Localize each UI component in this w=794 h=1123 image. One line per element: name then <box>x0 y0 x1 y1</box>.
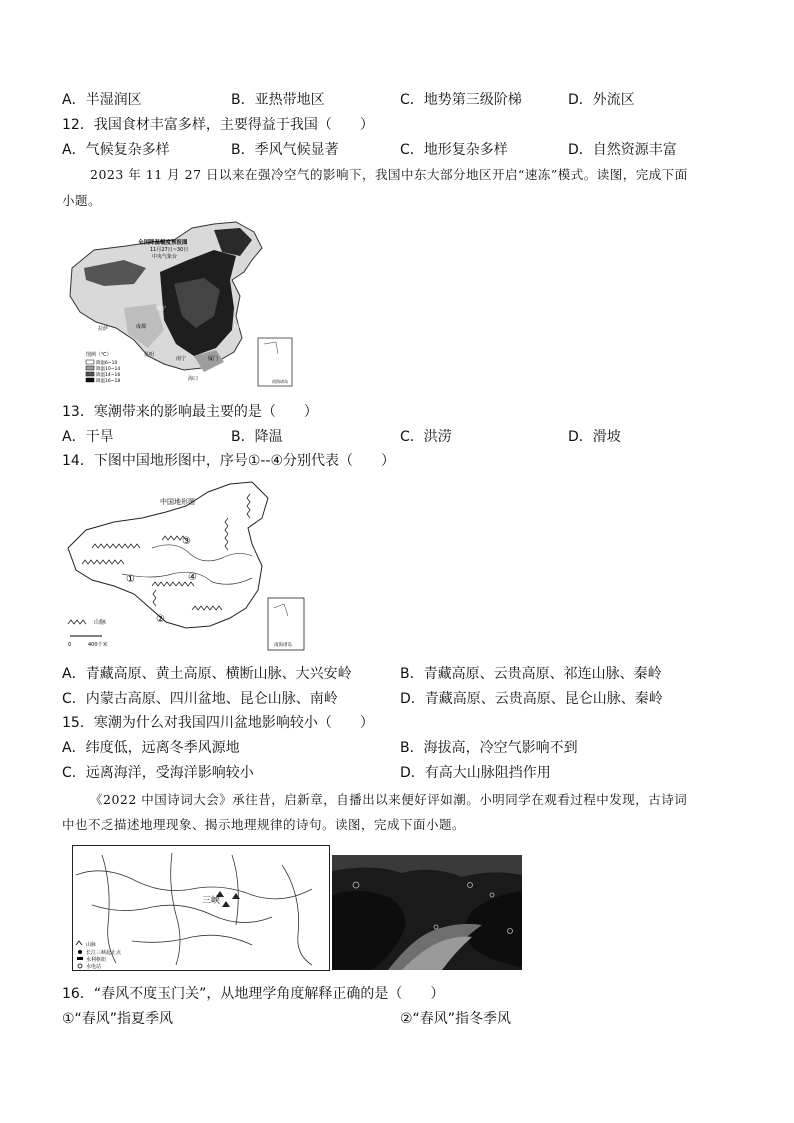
q11-option-a: A．半湿润区 <box>62 92 142 108</box>
q14-option-b: B．青藏高原、云贵高原、祁连山脉、秦岭 <box>400 666 662 682</box>
q13-option-d: D．滑坡 <box>568 429 621 445</box>
map2-legend-mountain: 山脉 <box>94 619 107 626</box>
q11-option-b: B．亚热带地区 <box>231 92 325 108</box>
map1-legend-item: 降温6~10 <box>96 361 118 366</box>
city-shanghai-label: 上海 <box>232 324 243 330</box>
marker-2: ② <box>156 614 165 625</box>
q14-option-d: D．青藏高原、云贵高原、昆仑山脉、秦岭 <box>400 691 663 707</box>
map1-legend-item: 降温14~16 <box>96 373 121 378</box>
q12-option-b: B．季风气候显著 <box>231 142 339 158</box>
q15-option-a: A．纬度低，远离冬季风源地 <box>62 740 240 756</box>
map2-title: 中国地形图 <box>160 498 195 506</box>
q16-statement-2: ②“春风”指冬季风 <box>400 1011 512 1027</box>
intro-paragraph-poetry <box>62 787 738 813</box>
map2-inset-label: 南海诸岛 <box>274 643 292 648</box>
cooling-forecast-map <box>64 220 298 392</box>
marker-3: ③ <box>182 536 191 547</box>
q16-stem: 16．“春风不度玉门关”，从地理学角度解释正确的是（ ） <box>62 986 445 1002</box>
q13-option-a: A．干旱 <box>62 429 114 445</box>
q13-stem: 13．寒潮带来的影响最主要的是（ ） <box>62 404 318 420</box>
map1-south-sea-inset <box>258 338 292 386</box>
map1-date: 11月27日~30日 <box>150 247 189 253</box>
city-xiamen-label: 厦门 <box>208 356 219 362</box>
q12-option-a: A．气候复杂多样 <box>62 142 170 158</box>
map1-inset-label: 南海诸岛 <box>272 379 288 384</box>
q15-option-c: C．远离海洋，受海洋影响较小 <box>62 765 254 781</box>
q15-option-b: B．海拔高，冷空气影响不到 <box>400 740 578 756</box>
map2-scale-zero: 0 <box>68 642 72 648</box>
q11-option-d: D．外流区 <box>568 92 635 108</box>
intro1-line2: 小题。 <box>62 193 102 208</box>
q15-option-d: D．有高大山脉阻挡作用 <box>400 765 551 781</box>
q15-stem: 15．寒潮为什么对我国四川盆地影响较小（ ） <box>62 715 374 731</box>
q14-option-c: C．内蒙古高原、四川盆地、昆仑山脉、南岭 <box>62 691 338 707</box>
map1-source: 中央气象台 <box>152 254 178 260</box>
map1-legend-item: 降温10~14 <box>96 367 121 372</box>
intro2-line2: 中也不乏描述地理现象、揭示地理规律的诗句。读图，完成下面小题。 <box>62 817 466 832</box>
city-chengdu-label: 成都 <box>136 324 147 330</box>
map1-legend-title: 图例（℃） <box>86 352 112 358</box>
city-lhasa-label: 拉萨 <box>98 326 109 332</box>
map2-scale-label: 400千米 <box>88 642 108 648</box>
q14-option-a: A．青藏高原、黄土高原、横断山脉、大兴安岭 <box>62 666 352 682</box>
q12-option-c: C．地形复杂多样 <box>400 142 508 158</box>
three-gorges-map <box>72 845 330 971</box>
intro1-line1: 2023 年 11 月 27 日以来在强冷空气的影响下，我国中东大部分地区开启“速冻”模式。读图，完成下面 <box>90 167 688 182</box>
map2-south-sea-inset <box>268 598 304 650</box>
q12-option-d: D．自然资源丰富 <box>568 142 677 158</box>
q16-statement-1: ①“春风”指夏季风 <box>62 1011 174 1027</box>
q13-option-c: C．洪涝 <box>400 429 452 445</box>
map3-legend-item: 水利枢纽 <box>86 957 107 963</box>
city-nanning-label: 南宁 <box>176 356 187 362</box>
map3-legend-item: 长江三峡起止点 <box>86 950 122 956</box>
three-gorges-label: 三峡 <box>202 896 221 906</box>
map1-legend-item: 降温16~18 <box>96 379 121 384</box>
city-xining-label: 西宁 <box>156 306 167 312</box>
map3-legend-item: 水电站 <box>86 964 102 970</box>
marker-4: ④ <box>188 572 197 583</box>
intro-paragraph-cold-wave <box>62 162 738 188</box>
q11-option-c: C．地势第三级阶梯 <box>400 92 522 108</box>
map1-title: 全国降温幅度预报图 <box>138 240 188 246</box>
q12-stem: 12．我国食材丰富多样，主要得益于我国（ ） <box>62 117 374 133</box>
gorge-landscape-image <box>332 855 522 970</box>
china-terrain-map <box>62 478 312 654</box>
city-haikou-label: 海口 <box>188 376 199 382</box>
city-kunming-label: 昆明 <box>144 352 155 358</box>
intro2-line1: 《2022 中国诗词大会》承往昔，启新章，自播出以来便好评如潮。小明同学在观看过程中发现，古诗词 <box>90 792 688 807</box>
q13-option-b: B．降温 <box>231 429 283 445</box>
q14-stem: 14．下图中国地形图中，序号①--④分别代表（ ） <box>62 453 396 469</box>
marker-1: ① <box>126 574 135 585</box>
map3-legend-item: 山脉 <box>86 942 97 948</box>
